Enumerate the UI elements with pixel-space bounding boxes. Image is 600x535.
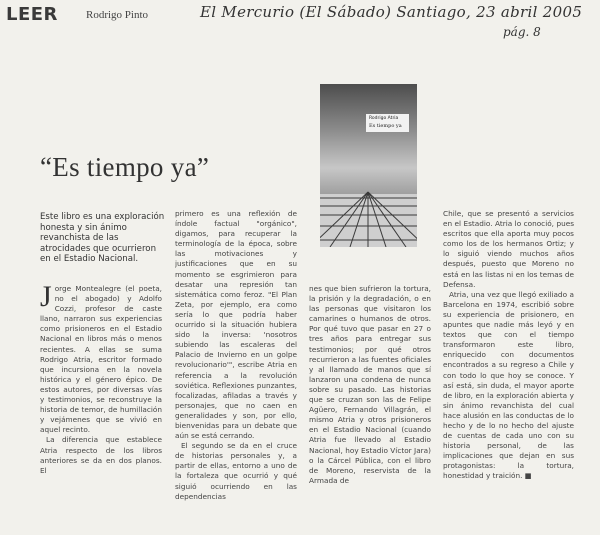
column-author: Rodrigo Pinto (86, 9, 149, 21)
paragraph: El segundo se da en el cruce de historias personales y, a partir de ellas, entorno a uno de la fortaleza que ocurrió y qué siguió ocurriendo en las dependencias (175, 441, 297, 501)
paragraph: orge Montealegre (el poeta, no el abogado) y Adolfo Cozzi, profesor de caste llano, narraron sus experiencias como prisioneros en el Estadio Nacional en libros más o menos recientes. A ellas se suma Rodrigo Atria, escritor formado que incursiona en la novela histórica y el género épico. De estos autores, por diversas vías y testimonios, se reconstruye la historia de temor, de humillación y vejámenes que se vivió en aquel recinto. (40, 284, 162, 435)
article-column-4 (443, 209, 574, 532)
article-column-1 (40, 284, 162, 532)
section-label: LEER (6, 4, 58, 25)
paragraph: La diferencia que establece Atria respecto de los libros anteriores se da en dos planos. El (40, 435, 162, 475)
book-cover-grid-floor (320, 84, 417, 247)
article-column-2 (175, 209, 297, 532)
book-cover-author: Rodrigo Atria (369, 116, 399, 121)
drop-cap: J (40, 284, 52, 313)
handwritten-page-note: pág. 8 (503, 25, 541, 39)
handwritten-source-note: El Mercurio (El Sábado) Santiago, 23 abril 2005 (200, 3, 583, 21)
article-lead: Este libro es una exploración honesta y sin ánimo revanchista de las atrocidades que ocurrieron en el Estadio Nacional. (40, 212, 165, 265)
paragraph: nes que bien sufrieron la tortura, la prisión y la degradación, o en las personas que visitaron los camarines o humanos de otros. Por qué tuvo que pasar en 27 o tres años para entregar sus testimonios; por qué otros recurrieron a las fuentes oficiales y al llamado de manos que sí lanzaron una condena de nunca sobre su pasado. Las historias que se cruzan son las de Felipe Agüero, Fernando Villagrán, el mismo Atria y otros prisioneros en el Estadio Nacional (cuando Atria fue llevado al Estadio Nacional, hoy Estadio Víctor Jara) o la Cárcel Pública, con el libro de Moreno, reservista de la Armada de (309, 284, 431, 485)
paragraph: primero es una reflexión de índole factual "orgánico", digamos, para recuperar la terminología de la época, sobre las motivaciones y justificaciones que en su momento se esgrimieron para desatar una represión tan sistemática como feroz. "El Plan Zeta, por ejemplo, era como sería lo que podría haber ocurrido si la situación hubiera sido la inversa: 'nosotros subiendo las escaleras del Palacio de Invierno en un golpe revolucionario'", escribe Atria en referencia a la revolución soviética. Reflexiones punzantes, focalizadas, afiladas a través y personajes, que no caen en generalidades y son, por ello, bienvenidas para un debate que aún se está cerrando. (175, 209, 297, 441)
article-headline: “Es tiempo ya” (40, 152, 210, 182)
book-cover-image (320, 84, 417, 247)
book-cover-title: Es tiempo ya (369, 123, 402, 129)
paragraph: Atria, una vez que llegó exiliado a Barcelona en 1974, escribió sobre su experiencia de prisionero, en apuntes que nadie más leyó y en textos que con el tiempo transformaron este libro, enriquecido con documentos encontrados a su regreso a Chile y con todo lo que hoy se conoce. Y así está, sin duda, el mayor aporte de libro, en la exploración abierta y sin ánimo revanchista del cual hace alusión en las conductas de lo hecho y de lo no hecho del ajuste de cuentas de cada uno con su historia personal, de las implicaciones que dejan en sus protagonistas: la tortura, honestidad y traición. ■ (443, 289, 574, 481)
article-column-3 (309, 284, 431, 532)
paragraph: Chile, que se presentó a servicios en el Estadio. Atria lo conoció, pues escritos que ella aporta muy pocos como los de los hermanos Ortiz; y lo siguió viendo muchos años después, puesto que Moreno no está en las listas ni en los temas de Defensa. (443, 209, 574, 289)
